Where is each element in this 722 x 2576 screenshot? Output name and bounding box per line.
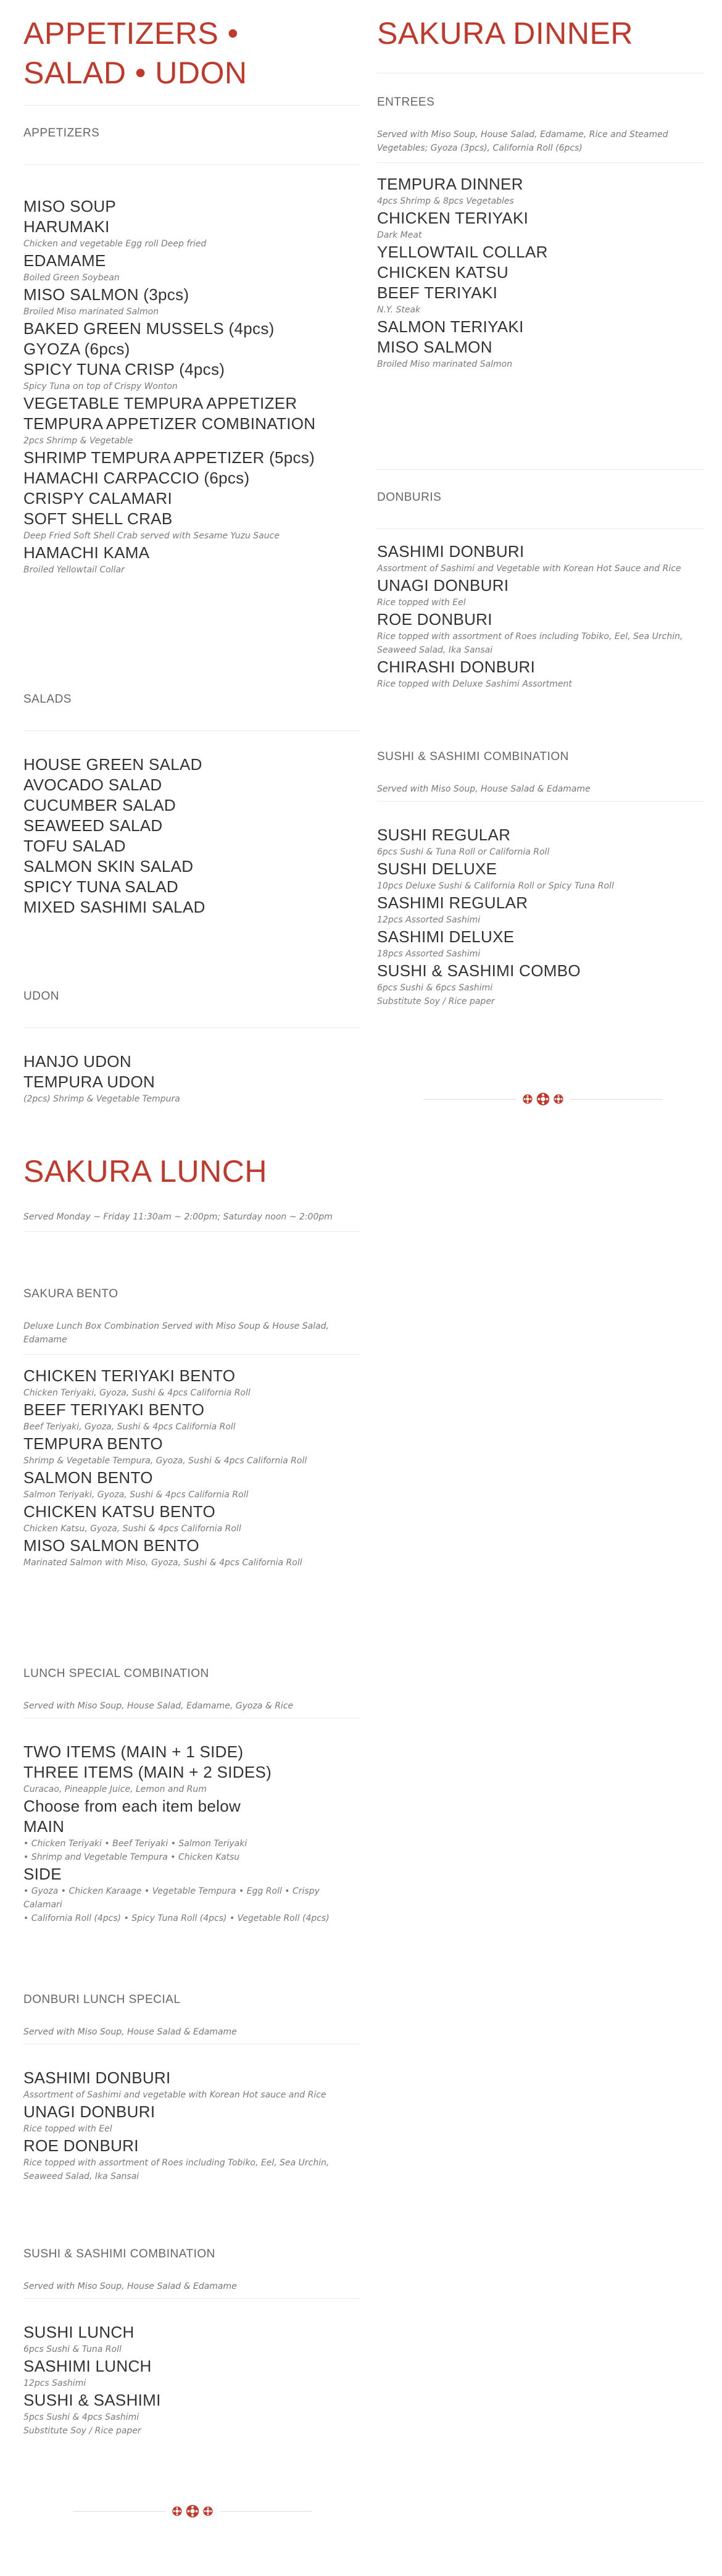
menu-item-name: TWO ITEMS (MAIN + 1 SIDE) [23, 1742, 244, 1761]
section-note: Served with Miso Soup, House Salad, Edamame, Gyoza & Rice [23, 1701, 294, 1711]
menu-item-name: SASHIMI REGULAR [377, 893, 528, 912]
menu-item-name: TEMPURA UDON [23, 1073, 156, 1091]
menu-item-name: SEAWEED SALAD [23, 816, 163, 835]
salads-section [23, 693, 360, 918]
menu-item [377, 859, 704, 893]
menu-item [23, 775, 360, 795]
menu-item [377, 657, 704, 691]
menu-item [377, 174, 704, 208]
left-column [23, 0, 360, 2576]
menu-item [23, 285, 360, 319]
section-note: Served with Miso Soup, House Salad, Edamame, Rice and Steamed Vegetables; Gyoza (3pcs), California Roll (6pcs) [377, 130, 668, 153]
menu-item [377, 825, 704, 859]
lunch-page-title: SAKURA LUNCH [23, 1154, 267, 1189]
lunch-hours-note: Served Monday ~ Friday 11:30am ~ 2:00pm; Saturday noon ~ 2:00pm [23, 1212, 333, 1222]
section-title: DONBURIS [377, 491, 442, 504]
menu-item [23, 1864, 360, 1925]
menu-item-name: BEEF TERIYAKI [377, 283, 498, 302]
menu-item [377, 542, 704, 575]
sakura-ornament [423, 1092, 663, 1106]
menu-item [23, 217, 360, 251]
section-title: SUSHI & SASHIMI COMBINATION [23, 2248, 215, 2260]
menu-item [23, 543, 360, 577]
section-note: Deluxe Lunch Box Combination Served with Miso Soup & House Salad, Edamame [23, 1321, 329, 1345]
section-title: APPETIZERS [23, 127, 100, 140]
menu-item [23, 414, 360, 448]
right-column [377, 0, 704, 1173]
menu-item-name: CRISPY CALAMARI [23, 489, 172, 508]
section-title: SAKURA BENTO [23, 1287, 118, 1300]
salads-list [23, 755, 360, 918]
menu-item [23, 1434, 360, 1468]
menu-item [23, 1742, 360, 1762]
menu-item-description: Rice topped with assortment of Roes including Tobiko, Eel, Sea Urchin, Seaweed Salad, Ika Sansai [23, 2158, 330, 2181]
menu-item [23, 1796, 360, 1817]
menu-item [23, 755, 360, 775]
menu-item [23, 795, 360, 816]
menu-item-description: Assortment of Sashimi and vegetable with Korean Hot sauce and Rice [23, 2090, 326, 2100]
bento-list [23, 1366, 360, 1570]
menu-item-name: CHICKEN TERIYAKI [377, 209, 529, 227]
menu-item-description: Substitute Soy / Rice paper [377, 997, 495, 1006]
menu-item-description: 12pcs Assorted Sashimi [377, 915, 481, 925]
ornament-line [220, 2511, 312, 2512]
menu-item [23, 2390, 360, 2438]
udon-list [23, 1052, 360, 1106]
menu-item-name: THREE ITEMS (MAIN + 2 SIDES) [23, 1763, 272, 1781]
menu-item [23, 468, 360, 488]
menu-item-name: BEEF TERIYAKI BENTO [23, 1400, 205, 1419]
cherry-blossom-icon [522, 1092, 564, 1106]
menu-item [23, 856, 360, 877]
menu-item-name: VEGETABLE TEMPURA APPETIZER [23, 394, 297, 412]
menu-item-name: CHIRASHI DONBURI [377, 658, 536, 676]
menu-item [23, 339, 360, 359]
menu-item-description: 6pcs Sushi & 6pcs Sashimi [377, 983, 493, 993]
menu-item [377, 317, 704, 337]
menu-item [23, 1400, 360, 1434]
sushi-combo-section [377, 750, 704, 1008]
menu-item [23, 2356, 360, 2390]
menu-item-description: 18pcs Assorted Sashimi [377, 949, 481, 959]
donburi-lunch-section [23, 1993, 360, 2183]
divider [377, 162, 704, 163]
menu-item-name: MISO SALMON (3pcs) [23, 285, 189, 304]
menu-item-name: GYOZA (6pcs) [23, 340, 130, 358]
menu-item-name: CHICKEN KATSU [377, 263, 508, 282]
menu-item [377, 208, 704, 242]
menu-item-description: Broiled Miso marinated Salmon [377, 359, 513, 369]
menu-item-name: MISO SOUP [23, 197, 117, 215]
section-title: SUSHI & SASHIMI COMBINATION [377, 750, 569, 763]
menu-item-name: SALMON SKIN SALAD [23, 857, 194, 876]
donburis-list [377, 542, 704, 691]
menu-item [23, 1366, 360, 1400]
menu-item-name: YELLOWTAIL COLLAR [377, 243, 548, 261]
menu-item [23, 488, 360, 509]
menu-item [377, 961, 704, 1008]
menu-item-name: UNAGI DONBURI [23, 2102, 156, 2121]
section-note: Served with Miso Soup, House Salad & Edamame [23, 2281, 237, 2291]
menu-item [23, 1052, 360, 1072]
menu-item [23, 393, 360, 414]
menu-item [23, 2322, 360, 2356]
ornament-line [73, 2511, 165, 2512]
menu-item [23, 1502, 360, 1536]
menu-item-name: MISO SALMON BENTO [23, 1536, 199, 1555]
menu-item [23, 816, 360, 836]
menu-item [377, 242, 704, 262]
menu-item-name: SASHIMI LUNCH [23, 2357, 152, 2375]
menu-item [23, 1072, 360, 1106]
menu-item-description: Chicken Katsu, Gyoza, Sushi & 4pcs California Roll [23, 1524, 241, 1534]
section-title: ENTREES [377, 96, 435, 109]
divider [23, 1231, 360, 1232]
menu-item-name: SIDE [23, 1865, 62, 1883]
menu-item-description: Rice topped with assortment of Roes including Tobiko, Eel, Sea Urchin, Seaweed Salad, Ika Sansai [377, 632, 683, 655]
menu-item [23, 2068, 360, 2102]
menu-item-description: 5pcs Sushi & 4pcs Sashimi [23, 2412, 139, 2422]
entrees-list [377, 174, 704, 371]
menu-item [377, 893, 704, 927]
menu-item-description: Rice topped with Eel [377, 598, 466, 608]
menu-item-name: ROE DONBURI [23, 2136, 139, 2155]
menu-item-description: (2pcs) Shrimp & Vegetable Tempura [23, 1094, 180, 1104]
menu-item-name: CHICKEN KATSU BENTO [23, 1502, 216, 1521]
menu-item-name: ROE DONBURI [377, 610, 492, 629]
lunch-combo-section [23, 1667, 360, 1925]
menu-item-description: 10pcs Deluxe Sushi & California Roll or Spicy Tuna Roll [377, 881, 614, 891]
appetizers-page-title: APPETIZERS • SALAD • UDON [23, 16, 247, 90]
menu-item [23, 877, 360, 897]
menu-item-description: Broiled Miso marinated Salmon [23, 307, 159, 317]
sakura-ornament [73, 2504, 312, 2519]
menu-item-name: HAMACHI CARPACCIO (6pcs) [23, 469, 250, 487]
menu-item-description: • Gyoza • Chicken Karaage • Vegetable Tempura • Egg Roll • Crispy Calamari [23, 1886, 320, 1910]
donburi-lunch-list [23, 2068, 360, 2183]
menu-item [23, 448, 360, 468]
menu-item [23, 2102, 360, 2136]
section-title: SALADS [23, 693, 72, 706]
divider [23, 1027, 360, 1028]
menu-item-description: • Shrimp and Vegetable Tempura • Chicken Katsu [23, 1852, 240, 1862]
menu-item-description: Chicken and vegetable Egg roll Deep fried [23, 239, 207, 249]
menu-item [23, 196, 360, 217]
menu-item-description: 2pcs Shrimp & Vegetable [23, 436, 133, 446]
menu-item-name: SHRIMP TEMPURA APPETIZER (5pcs) [23, 448, 315, 467]
menu-item-description: Rice topped with Eel [23, 2124, 112, 2134]
menu-item [377, 337, 704, 371]
section-title: UDON [23, 990, 59, 1003]
menu-item-description: N.Y. Steak [377, 305, 421, 315]
menu-item [23, 359, 360, 393]
menu-item-description: Assortment of Sashimi and Vegetable with Korean Hot Sauce and Rice [377, 564, 681, 574]
menu-item-description: Chicken Teriyaki, Gyoza, Sushi & 4pcs California Roll [23, 1388, 251, 1398]
menu-item-name: SOFT SHELL CRAB [23, 509, 173, 528]
menu-item [23, 319, 360, 339]
menu-item-name: SPICY TUNA SALAD [23, 877, 178, 896]
menu-item-name: MIXED SASHIMI SALAD [23, 898, 205, 916]
menu-item-name: TEMPURA BENTO [23, 1434, 163, 1453]
menu-item-description: Marinated Salmon with Miso, Gyoza, Sushi & 4pcs California Roll [23, 1558, 302, 1568]
sushi-combo-list [377, 825, 704, 1008]
menu-item-name: SASHIMI DONBURI [377, 542, 525, 561]
menu-item-name: SUSHI DELUXE [377, 859, 497, 878]
dinner-page-title: SAKURA DINNER [377, 16, 633, 51]
menu-item-description: Broiled Yellowtail Collar [23, 565, 125, 575]
menu-item [23, 251, 360, 285]
menu-item [377, 609, 704, 657]
menu-item-name: UNAGI DONBURI [377, 576, 509, 595]
menu-item-name: HOUSE GREEN SALAD [23, 755, 202, 774]
menu-item [23, 1762, 360, 1796]
divider [23, 164, 360, 165]
menu-item-name: TOFU SALAD [23, 837, 126, 855]
entrees-section [377, 96, 704, 371]
appetizers-section [23, 127, 360, 577]
menu-item [377, 283, 704, 317]
menu-item-name: BAKED GREEN MUSSELS (4pcs) [23, 319, 275, 338]
section-note: Served with Miso Soup, House Salad & Edamame [23, 2027, 237, 2037]
menu-item-description: Substitute Soy / Rice paper [23, 2426, 141, 2436]
sushi-lunch-section [23, 2248, 360, 2438]
menu-item [23, 836, 360, 856]
menu-item-description: Spicy Tuna on top of Crispy Wonton [23, 382, 178, 391]
menu-item-name: SUSHI & SASHIMI COMBO [377, 961, 581, 980]
lunch-combo-list [23, 1742, 360, 1925]
menu-item [377, 927, 704, 961]
menu-item-description: Dark Meat [377, 230, 422, 240]
menu-item [23, 897, 360, 918]
menu-item-name: EDAMAME [23, 251, 106, 270]
section-title: DONBURI LUNCH SPECIAL [23, 1993, 181, 2006]
menu-item-name: CUCUMBER SALAD [23, 796, 176, 814]
menu-item-name: SASHIMI DONBURI [23, 2068, 171, 2087]
menu-item-description: 4pcs Shrimp & 8pcs Vegetables [377, 196, 514, 206]
menu-item-description: • California Roll (4pcs) • Spicy Tuna Roll (4pcs) • Vegetable Roll (4pcs) [23, 1913, 330, 1923]
menu-item-name: AVOCADO SALAD [23, 776, 162, 794]
menu-item-description: Curacao, Pineapple Juice, Lemon and Rum [23, 1784, 207, 1794]
menu-item [23, 1817, 360, 1864]
menu-item-name: MAIN [23, 1817, 65, 1836]
menu-item [377, 262, 704, 283]
divider [23, 730, 360, 731]
menu-item-name: SUSHI & SASHIMI [23, 2391, 161, 2409]
ornament-line [423, 1099, 516, 1100]
menu-item [377, 575, 704, 609]
menu-item-description: Boiled Green Soybean [23, 273, 120, 283]
menu-item-name: TEMPURA APPETIZER COMBINATION [23, 414, 316, 433]
menu-item-name: HARUMAKI [23, 217, 110, 236]
menu-item-name: SUSHI REGULAR [377, 826, 511, 844]
menu-item-name: HANJO UDON [23, 1052, 131, 1071]
menu-item-name: SALMON TERIYAKI [377, 317, 524, 336]
menu-item-name: MISO SALMON [377, 338, 492, 356]
divider [23, 1354, 360, 1355]
menu-item-description: Salmon Teriyaki, Gyoza, Sushi & 4pcs California Roll [23, 1490, 249, 1500]
menu-item-name: HAMACHI KAMA [23, 543, 150, 562]
menu-item [23, 1536, 360, 1570]
menu-item-description: 6pcs Sushi & Tuna Roll or California Roll [377, 847, 550, 857]
cherry-blossom-icon [172, 2504, 214, 2519]
menu-item-description: • Chicken Teriyaki • Beef Teriyaki • Salmon Teriyaki [23, 1839, 247, 1849]
menu-item-name: SASHIMI DELUXE [377, 927, 515, 946]
donburis-section [377, 491, 704, 691]
menu-item-description: Deep Fried Soft Shell Crab served with Sesame Yuzu Sauce [23, 531, 280, 541]
bento-section [23, 1287, 360, 1570]
menu-item-description: Shrimp & Vegetable Tempura, Gyoza, Sushi & 4pcs California Roll [23, 1456, 307, 1466]
udon-section [23, 990, 360, 1106]
menu-item-name: SUSHI LUNCH [23, 2323, 135, 2341]
menu-item [23, 1468, 360, 1502]
menu-item [23, 509, 360, 543]
section-title: LUNCH SPECIAL COMBINATION [23, 1667, 209, 1680]
menu-item-name: SPICY TUNA CRISP (4pcs) [23, 360, 225, 378]
divider [23, 105, 360, 106]
menu-item-description: Rice topped with Deluxe Sashimi Assortment [377, 679, 572, 689]
menu-item-name: Choose from each item below [23, 1797, 241, 1815]
menu-item-description: Beef Teriyaki, Gyoza, Sushi & 4pcs California Roll [23, 1422, 236, 1432]
menu-item-description: 6pcs Sushi & Tuna Roll [23, 2344, 122, 2354]
divider [23, 2298, 360, 2299]
menu-item-description: 12pcs Sashimi [23, 2378, 86, 2388]
appetizers-list [23, 196, 360, 577]
menu-item-name: TEMPURA DINNER [377, 175, 523, 193]
sushi-lunch-list [23, 2322, 360, 2438]
menu-item-name: SALMON BENTO [23, 1468, 153, 1487]
divider [377, 469, 704, 470]
menu-item-name: CHICKEN TERIYAKI BENTO [23, 1366, 236, 1385]
ornament-line [570, 1099, 663, 1100]
section-note: Served with Miso Soup, House Salad & Edamame [377, 784, 591, 794]
menu-item [23, 2136, 360, 2183]
